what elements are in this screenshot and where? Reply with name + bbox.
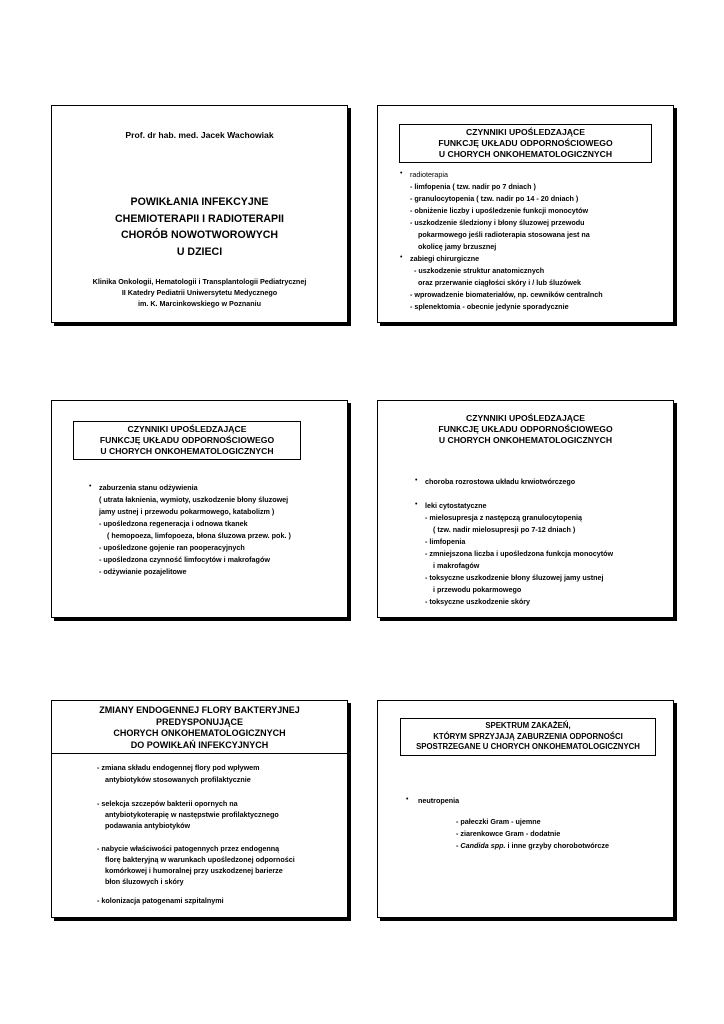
list-item: - granulocytopenia ( tzw. nadir po 14 - 20 dniach )	[410, 194, 579, 203]
slide-header	[400, 718, 656, 756]
clinic-line: Klinika Onkologii, Hematologii i Transplantologii Pediatrycznej	[92, 277, 307, 286]
list-item-text: zmiana składu endogennej flory pod wpływem	[101, 763, 260, 772]
list-item: - pałeczki Gram - ujemne	[456, 817, 541, 826]
header-line: U CHORYCH ONKOHEMATOLOGICZNYCH	[438, 435, 613, 445]
list-item: - upośledzona regeneracja i odnowa tkanek	[99, 519, 248, 528]
list-item: - limfopenia ( tzw. nadir po 7 dniach )	[410, 182, 536, 191]
header-line: FUNKCJĘ UKŁADU ODPORNOŚCIOWEGO	[438, 424, 613, 434]
list-item: zaburzenia stanu odżywienia	[99, 483, 198, 492]
list-item: - selekcja szczepów bakterii opornych na	[97, 799, 238, 808]
list-item: - splenektomia - obecnie jedynie sporadycznie	[410, 302, 569, 311]
list-item: antybiotykoterapię w następstwie profilaktycznego	[105, 810, 279, 819]
list-item: komórkowej i humoralnej przy uszkodzenej barierze	[105, 866, 283, 875]
bullet-icon: •	[415, 477, 418, 484]
bullet-icon: •	[406, 796, 409, 803]
header-line: CHORYCH ONKOHEMATOLOGICZNYCH	[113, 728, 286, 738]
list-item: - toksyczne uszkodzenie błony śluzowej jamy ustnej	[425, 573, 604, 582]
bullet-icon: •	[415, 501, 418, 508]
slide-header	[52, 703, 347, 754]
clinic-line: im. K. Marcinkowskiego w Poznaniu	[137, 299, 261, 308]
slide-immune-factors-2	[51, 400, 348, 618]
list-item: jamy ustnej i przewodu pokarmowego, katabolizm )	[99, 507, 275, 516]
list-item: antybiotyków stosowanych profilaktycznie	[105, 775, 251, 784]
header-line: CZYNNIKI UPOŚLEDZAJĄCE	[127, 424, 247, 434]
slide-title	[51, 105, 348, 323]
list-item: florę bakteryjną w warunkach upośledzonej odporności	[105, 855, 295, 864]
header-line: FUNKCJĘ UKŁADU ODPORNOŚCIOWEGO	[99, 435, 275, 445]
list-item: ( tzw. nadir mielosupresji po 7-12 dniach )	[433, 525, 576, 534]
author-name: Prof. dr hab. med. Jacek Wachowiak	[125, 130, 274, 140]
header-line: DO POWIKŁAŃ INFEKCYJNYCH	[130, 739, 269, 750]
title-line: CHORÓB NOWOTWOROWYCH	[120, 229, 279, 241]
slide-header	[73, 421, 301, 460]
list-item-prefix: -	[456, 841, 461, 850]
bullet-icon: •	[400, 170, 403, 177]
header-line: PREDYSPONUJĄCE	[155, 716, 244, 727]
list-item: i makrofagów	[433, 561, 480, 570]
title-line: POWIKŁANIA INFEKCYJNE	[130, 196, 269, 208]
list-item: neutropenia	[418, 796, 460, 805]
slide-flora-changes	[51, 700, 348, 918]
list-item: radioterapia	[410, 170, 448, 179]
header-line: U CHORYCH ONKOHEMATOLOGICZNYCH	[438, 149, 613, 159]
list-item-italic: Candida spp.	[460, 841, 506, 850]
list-item: - ziarenkowce Gram - dodatnie	[456, 829, 561, 838]
list-item: - mielosupresja z następczą granulocytopenią	[425, 513, 582, 522]
slide-immune-factors-3	[377, 400, 674, 618]
slide-header	[399, 411, 652, 448]
list-item: ( utrata łaknienia, wymioty, uszkodzenie błony śluzowej	[99, 495, 289, 504]
bullet-icon: •	[89, 483, 92, 490]
list-item: oraz przerwanie ciągłości skóry i / lub śluzówek	[418, 278, 581, 287]
list-item	[456, 840, 609, 852]
list-item-text: i inne grzyby chorobotwórcze	[505, 841, 609, 850]
list-item: - upośledzone gojenie ran pooperacyjnych	[99, 543, 245, 552]
header-line: KTÓRYM SPRZYJAJĄ ZABURZENIA ODPORNOŚCI	[433, 731, 623, 741]
list-item: - odżywianie pozajelitowe	[99, 567, 187, 576]
bullet-icon: •	[400, 254, 403, 261]
list-item: - kolonizacja patogenami szpitalnymi	[97, 896, 224, 905]
slide-immune-factors-1	[377, 105, 674, 323]
list-item: - toksyczne uszkodzenie skóry	[425, 597, 531, 606]
list-item: leki cytostatyczne	[425, 501, 487, 510]
header-line: SPEKTRUM ZAKAŻEŃ,	[485, 721, 571, 730]
header-line: U CHORYCH ONKOHEMATOLOGICZNYCH	[100, 446, 274, 456]
clinic-line: II Katedry Pediatrii Uniwersytetu Medycznego	[121, 288, 278, 297]
header-line: SPOSTRZEGANE U CHORYCH ONKOHEMATOLOGICZNYCH	[416, 742, 640, 751]
list-item: okolicę jamy brzusznej	[418, 242, 497, 251]
header-line: FUNKCJĘ UKŁADU ODPORNOŚCIOWEGO	[438, 138, 613, 148]
clinic-affiliation	[52, 276, 347, 309]
list-item: - uszkodzenie śledziony i błony śluzowej przewodu	[410, 218, 585, 227]
list-item: - limfopenia	[425, 537, 466, 546]
slide-header	[399, 124, 652, 163]
list-item: - zmniejszona liczba i upośledzona funkcja monocytów	[425, 549, 614, 558]
list-item: błon śluzowych i skóry	[105, 877, 184, 886]
list-item: - uszkodzenie struktur anatomicznych	[414, 266, 545, 275]
title-line: CHEMIOTERAPII I RADIOTERAPII	[115, 212, 284, 225]
header-line: CZYNNIKI UPOŚLEDZAJĄCE	[466, 127, 585, 137]
presentation-title	[52, 194, 347, 260]
list-item: - obniżenie liczby i upośledzenie funkcji monocytów	[410, 206, 589, 215]
list-item: - zmiana składu endogennej flory pod wpływem	[97, 763, 260, 772]
list-item-text: selekcja szczepów bakterii opornych na	[101, 799, 238, 808]
list-item-text: kolonizacja patogenami szpitalnymi	[101, 896, 224, 905]
list-item: - nabycie właściwości patogennych przez endogenną	[97, 844, 280, 853]
list-item: - upośledzona czynność limfocytów i makrofagów	[99, 555, 270, 564]
title-line: U DZIECI	[176, 245, 223, 258]
header-line: ZMIANY ENDOGENNEJ FLORY BAKTERYJNEJ	[99, 705, 300, 715]
list-item: - wprowadzenie biomateriałów, np. cewników centralnch	[410, 290, 603, 299]
list-item: i przewodu pokarmowego	[433, 585, 522, 594]
header-line: CZYNNIKI UPOŚLEDZAJĄCE	[466, 413, 585, 423]
list-item: ( hemopoeza, limfopoeza, błona śluzowa przew. pok. )	[107, 531, 291, 540]
slide-infection-spectrum	[377, 700, 674, 918]
list-item: pokarmowego jeśli radioterapia stosowana jest na	[418, 230, 590, 239]
list-item: choroba rozrostowa układu krwiotwórczego	[425, 477, 576, 486]
list-item: zabiegi chirurgiczne	[410, 254, 480, 263]
list-item: podawania antybiotyków	[105, 821, 191, 830]
list-item-text: nabycie właściwości patogennych przez endogenną	[101, 844, 280, 853]
